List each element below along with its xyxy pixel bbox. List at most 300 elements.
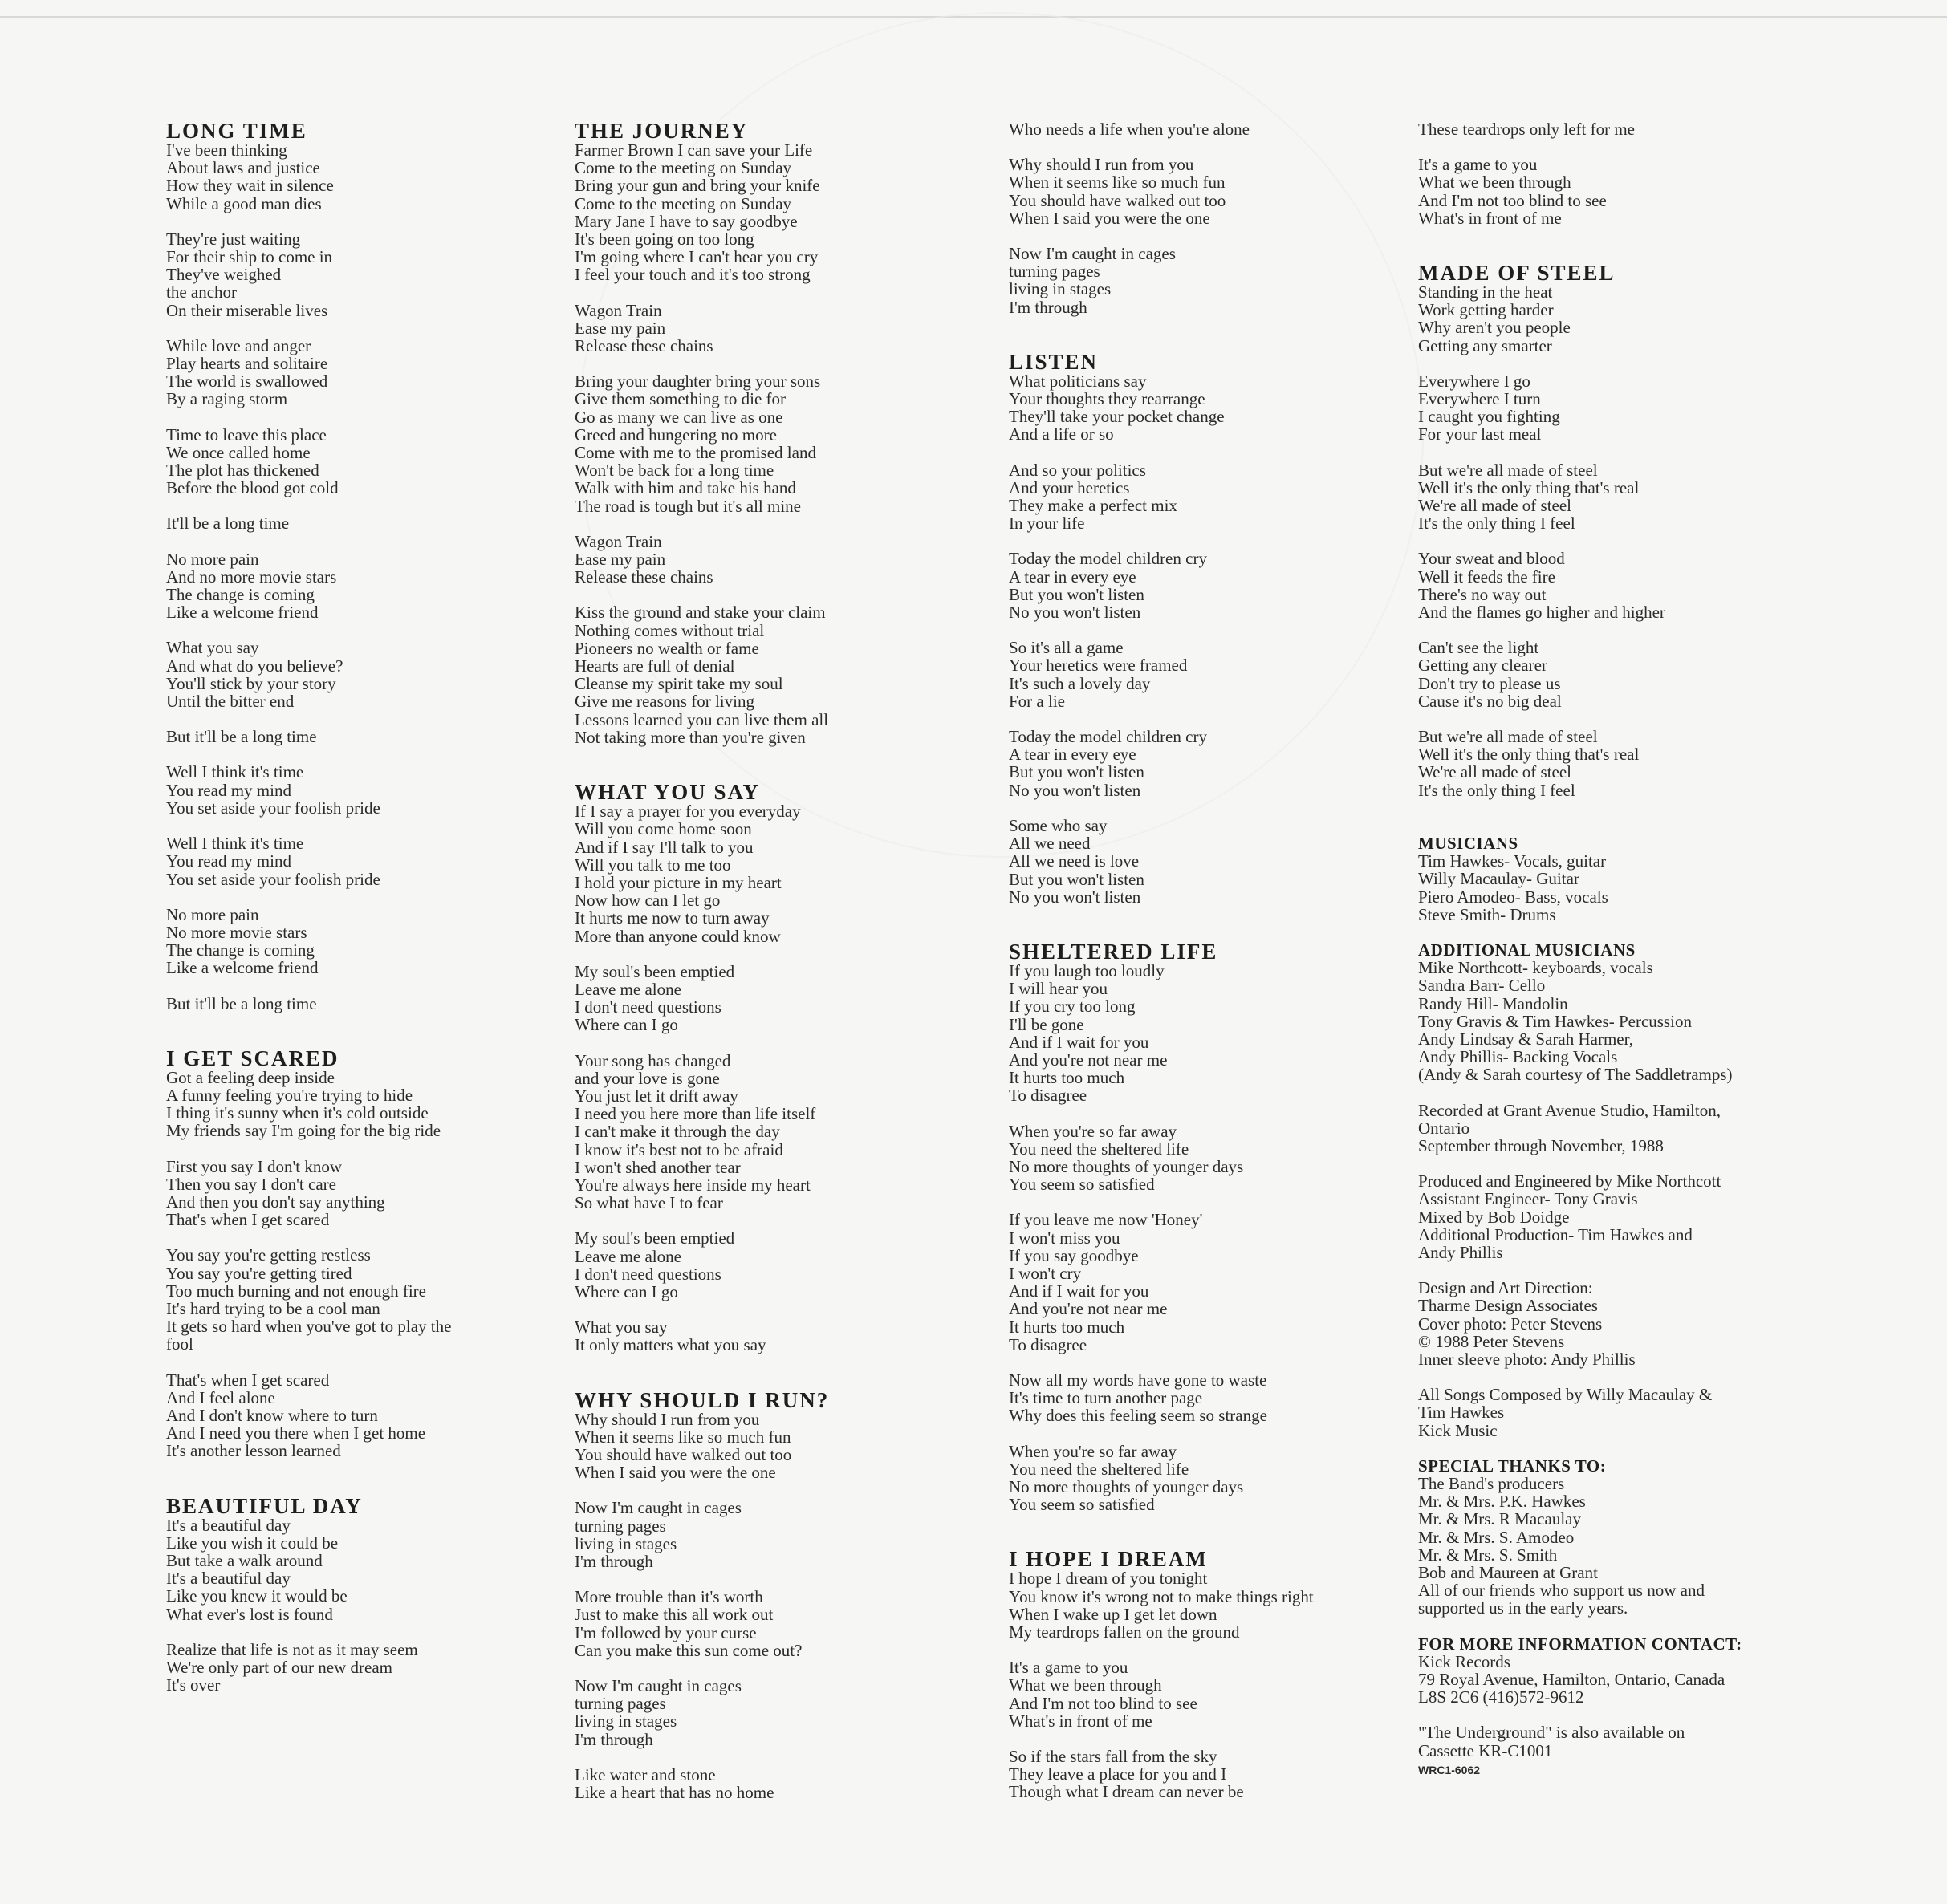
lyric-line: Can't see the light — [1418, 638, 1539, 658]
lyric-line: I don't need questions — [575, 1264, 721, 1284]
lyric-line: If you laugh too loudly — [1009, 960, 1165, 980]
lyric-line: We're all made of steel — [1418, 496, 1571, 516]
song-block — [575, 781, 992, 1354]
lyric-line: To disagree — [1009, 1086, 1087, 1106]
lyric-line: Now how can I let go — [575, 891, 721, 911]
credit-block — [1418, 1723, 1819, 1759]
catalog-code: WRC1-6062 — [1418, 1763, 1481, 1776]
lyric-line: Mary Jane I have to say goodbye — [575, 211, 798, 231]
lyric-stanza — [1418, 550, 1819, 621]
lyric-stanza — [166, 141, 551, 213]
credit-heading: ADDITIONAL MUSICIANS — [1418, 940, 1636, 960]
lyric-line: Go as many we can live as one — [575, 407, 783, 427]
credit-block — [1418, 1457, 1819, 1618]
lyric-stanza — [575, 1677, 992, 1748]
lyric-line: Won't be back for a long time — [575, 461, 774, 481]
credit-block — [1418, 1386, 1819, 1439]
credit-block — [1418, 1635, 1819, 1707]
credit-line: Sandra Barr- Cello — [1418, 976, 1546, 996]
lyric-line: That's when I get scared — [166, 1210, 330, 1230]
song-title: THE JOURNEY — [575, 119, 749, 143]
song-block — [166, 120, 551, 1013]
lyric-line: And no more movie stars — [166, 566, 337, 587]
song-title: SHELTERED LIFE — [1009, 939, 1218, 964]
lyric-line: I'll be gone — [1009, 1014, 1084, 1034]
song-block — [1418, 262, 1819, 799]
lyric-stanza — [166, 230, 551, 319]
lyric-line: It's a game to you — [1009, 1658, 1128, 1678]
lyric-line: Just to make this all work out — [575, 1605, 774, 1625]
lyric-line: Farmer Brown I can save your Life — [575, 140, 813, 160]
lyric-line: Work getting harder — [1418, 300, 1554, 320]
lyric-line: I thing it's sunny when it's cold outside — [166, 1103, 429, 1123]
lyric-line: I've been thinking — [166, 140, 287, 160]
credit-block — [1418, 834, 1819, 924]
lyric-stanza — [1009, 1371, 1386, 1425]
lyric-stanza — [166, 426, 551, 497]
lyric-stanza — [166, 1371, 551, 1460]
lyric-line: Now all my words have gone to waste — [1009, 1370, 1267, 1390]
lyric-line: In your life — [1009, 514, 1085, 534]
lyric-line: I won't shed another tear — [575, 1157, 741, 1177]
lyric-line: I hold your picture in my heart — [575, 872, 782, 892]
lyric-line: You seem so satisfied — [1009, 1495, 1155, 1515]
lyric-line: And I need you there when I get home — [166, 1423, 426, 1443]
lyric-stanza — [1418, 283, 1819, 355]
lyric-line: And if I wait for you — [1009, 1032, 1149, 1052]
lyric-line: Like you knew it would be — [166, 1586, 348, 1606]
credit-line: Produced and Engineered by Mike Northcott — [1418, 1171, 1721, 1192]
lyric-stanza — [1418, 639, 1819, 710]
lyric-line: You should have walked out too — [575, 1444, 792, 1464]
lyric-line: Ease my pain — [575, 550, 666, 570]
lyric-stanza — [166, 1158, 551, 1229]
lyric-line: But take a walk around — [166, 1550, 323, 1570]
lyric-line: Give me reasons for living — [575, 692, 754, 712]
lyric-line: Wagon Train — [575, 531, 662, 551]
lyric-line: Release these chains — [575, 567, 713, 587]
credit-line: Andy Phillis — [1418, 1242, 1503, 1262]
lyric-line: Give them something to die for — [575, 389, 787, 409]
lyric-stanza — [1009, 817, 1386, 906]
lyric-line: For a lie — [1009, 691, 1065, 711]
credit-line: Ontario — [1418, 1118, 1470, 1138]
lyric-line: You need the sheltered life — [1009, 1139, 1189, 1159]
lyric-line: I won't cry — [1009, 1263, 1082, 1283]
lyric-stanza — [166, 1246, 551, 1353]
lyric-stanza — [1009, 728, 1386, 799]
lyric-stanza — [166, 763, 551, 817]
credit-line: L8S 2C6 (416)572-9612 — [1418, 1687, 1584, 1707]
lyric-line: Everywhere I go — [1418, 371, 1530, 391]
lyrics-column-2 — [575, 120, 992, 1837]
lyric-line: The change is coming — [166, 940, 315, 960]
lyric-line: What ever's lost is found — [166, 1604, 333, 1624]
lyric-line: Now I'm caught in cages — [1009, 244, 1176, 264]
lyric-line: It's hard trying to be a cool man — [166, 1298, 380, 1318]
lyric-line: It's a beautiful day — [166, 1569, 291, 1589]
lyric-line: Well I think it's time — [166, 834, 304, 854]
credit-line: Inner sleeve photo: Andy Phillis — [1418, 1349, 1636, 1369]
lyric-line: Ease my pain — [575, 318, 666, 338]
credit-block — [1418, 1279, 1819, 1368]
lyric-line: It's time to turn another page — [1009, 1388, 1203, 1408]
credit-line: Tim Hawkes — [1418, 1403, 1505, 1423]
lyric-stanza — [1009, 1569, 1386, 1641]
lyric-line: They've weighed — [166, 265, 282, 285]
lyric-stanza — [166, 639, 551, 710]
lyric-line: Now I'm caught in cages — [575, 1498, 742, 1518]
lyric-line: And I don't know where to turn — [166, 1405, 378, 1425]
lyric-line: The change is coming — [166, 585, 315, 605]
lyric-line: They'll take your pocket change — [1009, 407, 1225, 427]
lyric-line: More than anyone could know — [575, 926, 781, 946]
lyric-line: It's a game to you — [1418, 155, 1538, 175]
lyric-line: I'm through — [575, 1729, 653, 1749]
lyric-line: It's over — [166, 1675, 221, 1695]
credit-line: Tim Hawkes- Vocals, guitar — [1418, 851, 1607, 871]
lyric-line: And so your politics — [1009, 460, 1146, 480]
lyric-line: And if I say I'll talk to you — [575, 837, 754, 857]
song-title: I HOPE I DREAM — [1009, 1547, 1208, 1572]
lyric-line: Cause it's no big deal — [1418, 691, 1562, 711]
lyric-stanza — [1009, 1658, 1386, 1730]
song-block — [575, 120, 992, 746]
lyric-line: What we been through — [1418, 173, 1571, 193]
lyric-line: Getting any smarter — [1418, 335, 1552, 355]
credit-block — [1418, 941, 1819, 1084]
song-block — [575, 1387, 992, 1803]
lyric-line: Can you make this sun come out? — [575, 1640, 803, 1660]
lyric-stanza — [1009, 550, 1386, 621]
lyric-stanza — [166, 337, 551, 408]
lyric-line: You need the sheltered life — [1009, 1459, 1189, 1479]
lyric-stanza — [166, 514, 551, 532]
lyric-line: And I'm not too blind to see — [1009, 1693, 1197, 1713]
lyric-line: When I wake up I get let down — [1009, 1604, 1217, 1624]
lyric-line: But you won't listen — [1009, 762, 1144, 782]
lyric-line: Got a feeling deep inside — [166, 1067, 335, 1087]
lyric-stanza — [1418, 728, 1819, 799]
lyric-line: Your thoughts they rearrange — [1009, 389, 1205, 409]
lyric-line: the anchor — [166, 282, 238, 302]
lyric-stanza — [1009, 1748, 1386, 1801]
lyric-line: When I said you were the one — [575, 1463, 776, 1483]
lyric-stanza — [1009, 372, 1386, 444]
lyric-line: Where can I go — [575, 1015, 678, 1035]
lyric-stanza — [166, 906, 551, 977]
lyric-line: Don't try to please us — [1418, 673, 1561, 693]
lyric-line: Why should I run from you — [575, 1409, 760, 1429]
lyric-line: It's such a lovely day — [1009, 673, 1151, 693]
lyric-line: My friends say I'm going for the big ride — [166, 1121, 441, 1141]
lyric-line: It gets so hard when you've got to play the — [166, 1317, 452, 1337]
song-block — [1009, 120, 1386, 316]
lyric-line: What politicians say — [1009, 371, 1147, 391]
lyric-line: We're only part of our new dream — [166, 1658, 392, 1677]
credit-line: Recorded at Grant Avenue Studio, Hamilton, — [1418, 1100, 1721, 1120]
credit-line: Assistant Engineer- Tony Gravis — [1418, 1189, 1638, 1209]
lyric-line: No more pain — [166, 549, 259, 569]
lyric-line: By a raging storm — [166, 389, 288, 409]
credit-line: Mr. & Mrs. P.K. Hawkes — [1418, 1492, 1586, 1512]
lyric-line: A tear in every eye — [1009, 745, 1136, 765]
lyric-line: No more pain — [166, 904, 259, 924]
lyric-line: It's been going on too long — [575, 229, 754, 250]
lyric-line: When you're so far away — [1009, 1121, 1177, 1141]
lyric-line: They're just waiting — [166, 229, 301, 249]
lyric-line: Leave me alone — [575, 1246, 681, 1266]
credit-line: © 1988 Peter Stevens — [1418, 1331, 1565, 1351]
credit-line: Andy Lindsay & Sarah Harmer, — [1418, 1029, 1634, 1049]
lyric-line: That's when I get scared — [166, 1370, 330, 1390]
lyric-stanza — [1009, 1443, 1386, 1514]
lyric-line: But it'll be a long time — [166, 993, 317, 1013]
lyric-line: I'm followed by your curse — [575, 1622, 757, 1642]
song-title: WHAT YOU SAY — [575, 780, 761, 805]
lyric-line: fool — [166, 1334, 193, 1354]
credit-line: The Band's producers — [1418, 1473, 1565, 1493]
lyric-stanza — [1418, 461, 1819, 533]
lyric-line: Well I think it's time — [166, 762, 304, 782]
lyric-line: If you say goodbye — [1009, 1245, 1139, 1265]
lyric-stanza — [575, 372, 992, 515]
lyric-stanza — [575, 1766, 992, 1801]
lyric-line: They leave a place for you and I — [1009, 1764, 1227, 1784]
lyric-line: I caught you fighting — [1418, 407, 1560, 427]
credit-line: Kick Music — [1418, 1420, 1498, 1440]
credit-line: Mixed by Bob Doidge — [1418, 1207, 1570, 1227]
lyric-line: But we're all made of steel — [1418, 460, 1598, 480]
lyric-stanza — [1009, 120, 1386, 138]
lyric-line: Who needs a life when you're alone — [1009, 120, 1250, 139]
lyric-line: Bring your gun and bring your knife — [575, 176, 820, 196]
lyric-line: Like a heart that has no home — [575, 1783, 774, 1803]
lyrics-column-4 — [1418, 120, 1819, 1779]
lyric-line: Come to the meeting on Sunday — [575, 193, 792, 213]
lyric-line: Come to the meeting on Sunday — [575, 158, 792, 178]
credits-section — [1418, 834, 1819, 1760]
lyric-line: Leave me alone — [575, 979, 681, 999]
lyric-line: For your last meal — [1418, 424, 1542, 445]
credit-line: Kick Records — [1418, 1651, 1510, 1671]
credit-line: Tony Gravis & Tim Hawkes- Percussion — [1418, 1011, 1692, 1031]
lyrics-column-1 — [166, 120, 551, 1729]
song-title: BEAUTIFUL DAY — [166, 1493, 363, 1518]
lyrics-column-3 — [1009, 120, 1386, 1837]
credit-line: Randy Hill- Mandolin — [1418, 993, 1568, 1013]
lyric-line: No you won't listen — [1009, 780, 1141, 800]
credit-line: September through November, 1988 — [1418, 1135, 1664, 1155]
lyric-line: It's another lesson learned — [166, 1441, 341, 1461]
lyric-line: Pioneers no wealth or fame — [575, 638, 759, 658]
lyric-line: On their miserable lives — [166, 300, 328, 320]
lyric-line: My soul's been emptied — [575, 961, 735, 981]
lyric-line: I feel your touch and it's too strong — [575, 265, 811, 285]
credit-block — [1418, 1172, 1819, 1261]
lyric-line: All we need — [1009, 834, 1091, 854]
song-title: I GET SCARED — [166, 1045, 339, 1070]
lyric-line: A funny feeling you're trying to hide — [166, 1085, 413, 1105]
lyric-line: Hearts are full of denial — [575, 656, 735, 676]
song-block — [166, 1493, 551, 1695]
lyric-line: Kiss the ground and stake your claim — [575, 603, 826, 623]
lyric-line: My teardrops fallen on the ground — [1009, 1622, 1240, 1642]
lyric-line: It hurts me now to turn away — [575, 908, 770, 928]
lyric-line: Before the blood got cold — [166, 478, 339, 498]
lyric-stanza — [575, 1318, 992, 1354]
lyric-line: turning pages — [575, 1516, 666, 1536]
lyric-line: And I'm not too blind to see — [1418, 190, 1607, 210]
lyric-line: Your heretics were framed — [1009, 656, 1188, 676]
lyric-line: No more movie stars — [166, 922, 307, 942]
lyric-stanza — [575, 302, 992, 355]
lyric-line: What you say — [166, 638, 259, 658]
lyric-line: And you're not near me — [1009, 1049, 1168, 1070]
lyric-line: Nothing comes without trial — [575, 620, 765, 640]
lyric-line: But it'll be a long time — [166, 727, 317, 747]
credit-line: Mr. & Mrs. S. Smith — [1418, 1545, 1558, 1565]
lyric-line: Lessons learned you can live them all — [575, 709, 829, 729]
lyric-line: It'll be a long time — [166, 514, 290, 534]
lyric-line: We're all made of steel — [1418, 762, 1571, 782]
lyric-line: Until the bitter end — [166, 692, 295, 712]
lyric-line: Some who say — [1009, 815, 1108, 835]
credit-heading: SPECIAL THANKS TO: — [1418, 1455, 1607, 1476]
lyric-stanza — [1009, 1123, 1386, 1194]
lyric-line: Why aren't you people — [1418, 318, 1571, 338]
credit-line: Piero Amodeo- Bass, vocals — [1418, 887, 1608, 907]
lyric-line: For their ship to come in — [166, 247, 333, 267]
lyric-stanza — [166, 550, 551, 622]
lyric-line: And a life or so — [1009, 424, 1114, 445]
lyric-line: And I feel alone — [166, 1387, 275, 1407]
lyric-line: Why does this feeling seem so strange — [1009, 1406, 1267, 1426]
lyric-line: Wagon Train — [575, 300, 662, 320]
lyric-line: The world is swallowed — [166, 371, 328, 392]
credit-line: "The Underground" is also available on — [1418, 1723, 1685, 1743]
lyric-stanza — [575, 963, 992, 1034]
lyric-line: living in stages — [1009, 279, 1112, 299]
lyric-line: And what do you believe? — [166, 656, 343, 676]
lyric-line: Where can I go — [575, 1281, 678, 1301]
credit-line: Design and Art Direction: — [1418, 1278, 1593, 1298]
lyric-line: But we're all made of steel — [1418, 727, 1598, 747]
lyric-line: You know it's wrong not to make things right — [1009, 1586, 1314, 1606]
lyric-line: I hope I dream of you tonight — [1009, 1569, 1208, 1589]
lyric-line: And your heretics — [1009, 477, 1130, 497]
lyric-line: I'm through — [1009, 297, 1087, 317]
lyric-stanza — [575, 1499, 992, 1570]
lyric-line: Well it's the only thing that's real — [1418, 477, 1640, 497]
lyric-line: First you say I don't know — [166, 1156, 343, 1176]
lyric-line: When it seems like so much fun — [1009, 173, 1226, 193]
lyric-line: And you're not near me — [1009, 1299, 1168, 1319]
lyric-line: Today the model children cry — [1009, 549, 1207, 569]
lyric-stanza — [575, 533, 992, 587]
lyric-line: To disagree — [1009, 1334, 1087, 1354]
lyric-stanza — [1418, 372, 1819, 444]
lyric-stanza — [1418, 120, 1819, 138]
lyric-line: If you cry too long — [1009, 997, 1136, 1017]
lyric-line: And if I wait for you — [1009, 1281, 1149, 1301]
lyric-line: Your sweat and blood — [1418, 549, 1565, 569]
lyric-line: It's the only thing I feel — [1418, 780, 1575, 800]
lyric-stanza — [575, 1052, 992, 1212]
lyric-line: Time to leave this place — [166, 424, 327, 445]
lyric-line: Release these chains — [575, 336, 713, 356]
lyric-line: So what have I to fear — [575, 1193, 723, 1213]
lyric-line: You set aside your foolish pride — [166, 869, 380, 889]
song-block — [1009, 941, 1386, 1513]
lyric-line: You should have walked out too — [1009, 190, 1226, 210]
lyric-stanza — [575, 1229, 992, 1301]
lyric-line: But you won't listen — [1009, 584, 1144, 604]
lyric-stanza — [575, 1411, 992, 1482]
lyric-line: Like a welcome friend — [166, 958, 319, 978]
lyric-line: So it's all a game — [1009, 638, 1124, 658]
lyric-line: Greed and hungering no more — [575, 424, 777, 445]
lyric-line: It's a beautiful day — [166, 1515, 291, 1535]
lyric-line: It hurts too much — [1009, 1317, 1125, 1337]
lyric-line: Too much burning and not enough fire — [166, 1281, 426, 1301]
lyric-stanza — [1009, 1211, 1386, 1354]
lyric-stanza — [166, 1641, 551, 1695]
credit-block — [1418, 1102, 1819, 1155]
lyric-line: It's the only thing I feel — [1418, 514, 1575, 534]
song-block — [1009, 1549, 1386, 1800]
lyric-line: These teardrops only left for me — [1418, 120, 1635, 139]
lyric-line: But you won't listen — [1009, 869, 1144, 889]
credit-line: Bob and Maureen at Grant — [1418, 1563, 1598, 1582]
lyric-line: It hurts too much — [1009, 1068, 1125, 1088]
lyric-line: The road is tough but it's all mine — [575, 496, 801, 516]
lyric-line: living in stages — [575, 1711, 677, 1731]
credit-line: Tharme Design Associates — [1418, 1296, 1598, 1316]
lyric-line: Getting any clearer — [1418, 656, 1547, 676]
lyric-line: Your song has changed — [575, 1050, 731, 1070]
lyric-line: A tear in every eye — [1009, 566, 1136, 587]
lyric-line: No more thoughts of younger days — [1009, 1156, 1244, 1176]
lyric-line: No you won't listen — [1009, 887, 1141, 907]
lyric-line: Cleanse my spirit take my soul — [575, 674, 783, 694]
lyric-line: And then you don't say anything — [166, 1192, 385, 1212]
lyric-line: Well it's the only thing that's real — [1418, 745, 1640, 765]
lyric-line: When you're so far away — [1009, 1441, 1177, 1461]
lyric-line: Will you come home soon — [575, 819, 752, 839]
lyric-line: Everywhere I turn — [1418, 389, 1541, 409]
lyric-line: You'll stick by your story — [166, 673, 336, 693]
lyric-line: Why should I run from you — [1009, 155, 1194, 175]
lyric-line: You say you're getting tired — [166, 1263, 352, 1283]
credit-line: Steve Smith- Drums — [1418, 904, 1556, 924]
lyric-stanza — [1009, 461, 1386, 533]
lyric-line: turning pages — [575, 1694, 666, 1714]
lyric-line: Not taking more than you're given — [575, 727, 806, 747]
lyric-line: Then you say I don't care — [166, 1174, 336, 1194]
lyric-stanza — [166, 1069, 551, 1140]
lyric-line: Play hearts and solitaire — [166, 354, 328, 374]
credit-line: Additional Production- Tim Hawkes and — [1418, 1224, 1693, 1244]
credit-line: All of our friends who support us now and — [1418, 1581, 1705, 1601]
lyric-line: You're always here inside my heart — [575, 1175, 811, 1195]
lyric-line: Though what I dream can never be — [1009, 1782, 1244, 1802]
song-title: MADE OF STEEL — [1418, 261, 1616, 286]
song-block — [1418, 120, 1819, 227]
lyric-line: No you won't listen — [1009, 603, 1141, 623]
lyric-line: No more thoughts of younger days — [1009, 1476, 1244, 1496]
lyric-line: While a good man dies — [166, 193, 322, 213]
